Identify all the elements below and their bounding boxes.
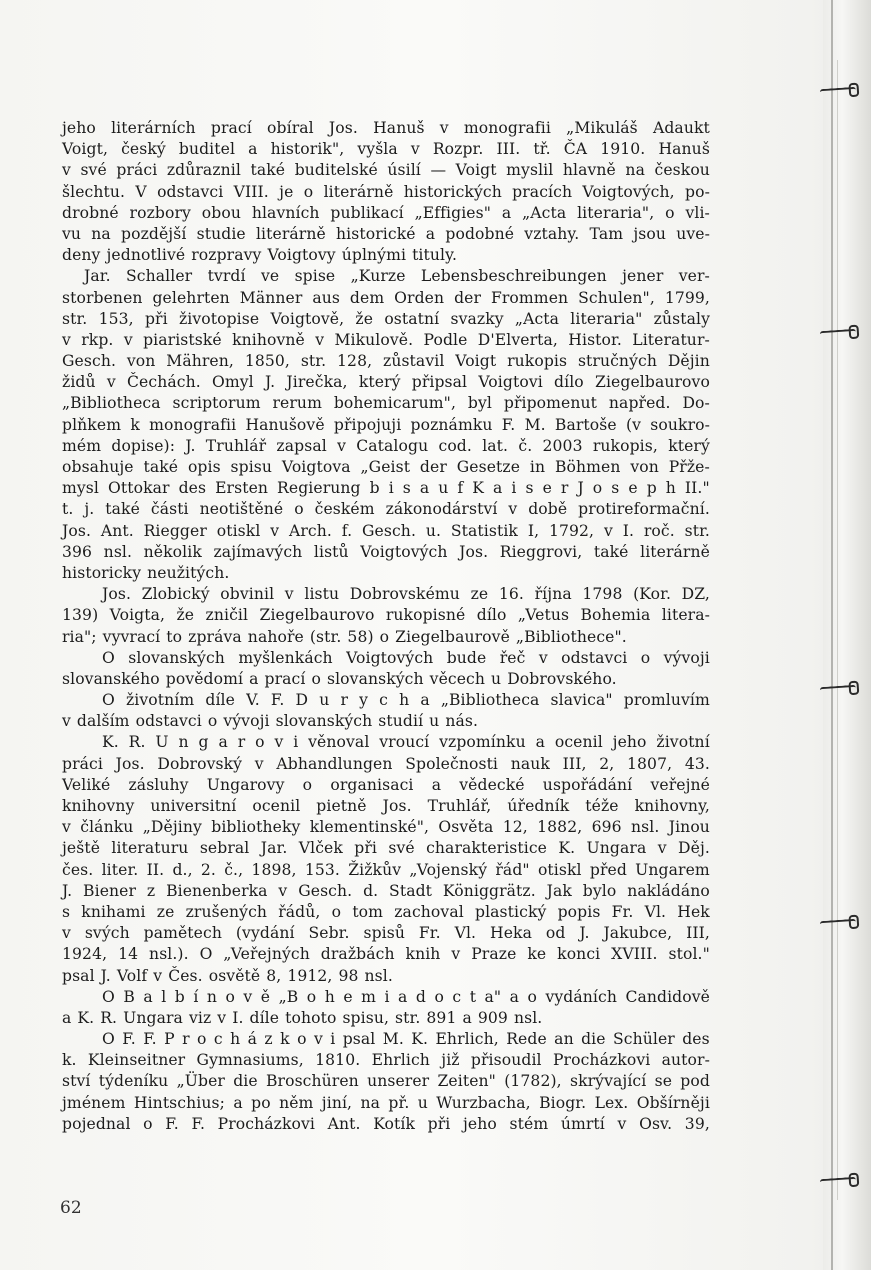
text-line: mém dopise): J. Truhlář zapsal v Catalogu cod. lat. č. 2003 rukopis, který	[62, 436, 710, 455]
page-binding	[823, 0, 871, 1270]
binding-stitch	[820, 329, 857, 340]
text-line: storbenen gelehrten Männer aus dem Orden der Frommen Schulen", 1799,	[62, 288, 710, 307]
text-line: plňkem k monografii Hanušově připojuji poznámku F. M. Bartoše (v soukro-	[62, 415, 710, 434]
text-line: str. 153, při životopise Voigtově, že ostatní svazky „Acta literaria" zůstaly	[62, 309, 710, 328]
binding-stitch	[820, 919, 857, 930]
text-line: J. Biener z Bienenberka v Gesch. d. Stadt Königgrätz. Jak bylo nakládáno	[62, 881, 710, 900]
text-line: „Bibliotheca scriptorum rerum bohemicarum", byl připomenut napřed. Do-	[62, 394, 710, 413]
text-line: ria"; vyvrací to zpráva nahoře (str. 58) o Ziegelbaurově „Bibliothece".	[62, 627, 627, 646]
text-line: O životním díle V. F. D u r y c h a „Bibliotheca slavica" promluvím	[102, 691, 710, 710]
text-line: drobné rozbory obou hlavních publikací „Effigies" a „Acta literaria", o vli-	[62, 203, 710, 222]
text-line: a K. R. Ungara viz v I. díle tohoto spisu, str. 891 a 909 nsl.	[62, 1008, 543, 1027]
text-line: 396 nsl. několik zajímavých listů Voigtových Jos. Rieggrovi, také literárně	[62, 542, 710, 561]
binding-edge-inner	[837, 60, 838, 1200]
text-line: 1924, 14 nsl.). O „Veřejných dražbách knih v Praze ke konci XVIII. stol."	[62, 945, 710, 964]
page-number: 62	[60, 1198, 82, 1218]
binding-stitch	[820, 685, 857, 696]
text-line: O B a l b í n o v ě „B o h e m i a d o c t a" a o vydáních Candidově	[102, 987, 710, 1006]
text-line: O slovanských myšlenkách Voigtových bude řeč v odstavci o vývoji	[102, 648, 710, 667]
text-line: čes. liter. II. d., 2. č., 1898, 153. Žižkův „Vojenský řád" otiskl před Ungarem	[62, 860, 710, 879]
text-line: slovanského povědomí a prací o slovanských věcech u Dobrovského.	[62, 669, 617, 688]
text-line: historicky neužitých.	[62, 563, 230, 582]
text-line: jménem Hintschius; a po něm jiní, na př. u Wurzbacha, Biogr. Lex. Obšírněji	[62, 1093, 710, 1112]
body-text	[62, 118, 710, 1135]
text-line: jeho literárních prací obíral Jos. Hanuš v monografii „Mikuláš Adaukt	[62, 119, 710, 137]
text-line: vu na pozdější studie literárně historické a podobné vztahy. Tam jsou uve-	[62, 224, 710, 243]
text-line: 139) Voigta, že zničil Ziegelbaurovo rukopisné dílo „Vetus Bohemia litera-	[62, 606, 710, 625]
text-line: ještě literaturu sebral Jar. Vlček při své charakteristice K. Ungara v Děj.	[62, 839, 710, 858]
text-line: obsahuje také opis spisu Voigtova „Geist der Gesetze in Böhmen von Přže-	[62, 458, 710, 476]
text-line: deny jednotlivé rozpravy Voigtovy úplnými tituly.	[62, 246, 458, 265]
text-line: v článku „Dějiny bibliotheky klementinské", Osvěta 12, 1882, 696 nsl. Jinou	[62, 818, 710, 837]
text-line: práci Jos. Dobrovský v Abhandlungen Společnosti nauk III, 2, 1807, 43.	[62, 754, 710, 773]
text-line: židů v Čechách. Omyl J. Jirečka, který připsal Voigtovi dílo Ziegelbaurovo	[62, 373, 710, 392]
text-line: šlechtu. V odstavci VIII. je o literárně historických pracích Voigtových, po-	[62, 182, 710, 201]
text-line: O F. F. P r o c h á z k o v i psal M. K. Ehrlich, Rede an die Schüler des	[102, 1030, 710, 1049]
text-line: Jos. Ant. Riegger otiskl v Arch. f. Gesch. u. Statistik I, 1792, v I. roč. str.	[62, 521, 710, 540]
text-line: v rkp. v piaristské knihovně v Mikulově. Podle D'Elverta, Histor. Literatur-	[62, 330, 710, 349]
text-line: Voigt, český buditel a historik", vyšla v Rozpr. III. tř. ČA 1910. Hanuš	[62, 140, 710, 159]
binding-edge	[831, 0, 833, 1270]
text-line: v své práci zdůraznil také buditelské úsilí — Voigt myslil hlavně na českou	[62, 161, 710, 180]
text-line: k. Kleinseitner Gymnasiums, 1810. Ehrlich již přisoudil Procházkovi autor-	[62, 1051, 710, 1070]
text-line: t. j. také části neotištěné o českém zákonodárství v době protireformační.	[62, 500, 710, 519]
text-line: knihovny universitní ocenil pietně Jos. Truhlář, úředník téže knihovny,	[62, 797, 710, 815]
text-line: Veliké zásluhy Ungarovy o organisaci a vědecké uspořádání veřejné	[62, 775, 710, 794]
text-line: v dalším odstavci o vývoji slovanských studií u nás.	[62, 712, 479, 731]
binding-stitch	[820, 1177, 857, 1188]
text-line: s knihami ze zrušených řádů, o tom zachoval plastický popis Fr. Vl. Hek	[62, 902, 710, 921]
text-line: pojednal o F. F. Procházkovi Ant. Kotík při jeho stém úmrtí v Osv. 39,	[62, 1114, 710, 1133]
text-line: v svých pamětech (vydání Sebr. spisů Fr. Vl. Heka od J. Jakubce, III,	[62, 924, 710, 943]
text-line: Gesch. von Mähren, 1850, str. 128, zůstavil Voigt rukopis stručných Dějin	[62, 352, 710, 371]
text-line: mysl Ottokar des Ersten Regierung b i s a u f K a i s e r J o s e p h II."	[62, 479, 710, 498]
text-line: K. R. U n g a r o v i věnoval vroucí vzpomínku a ocenil jeho životní	[102, 733, 710, 752]
text-line: ství týdeníku „Über die Broschüren unserer Zeiten" (1782), skrývající se pod	[62, 1072, 710, 1091]
text-line: Jar. Schaller tvrdí ve spise „Kurze Lebensbeschreibungen jener ver-	[84, 267, 710, 286]
binding-stitch	[820, 87, 857, 98]
text-line: psal J. Volf v Čes. osvětě 8, 1912, 98 nsl.	[62, 966, 393, 985]
text-line: Jos. Zlobický obvinil v listu Dobrovskému ze 16. října 1798 (Kor. DZ,	[102, 585, 710, 604]
